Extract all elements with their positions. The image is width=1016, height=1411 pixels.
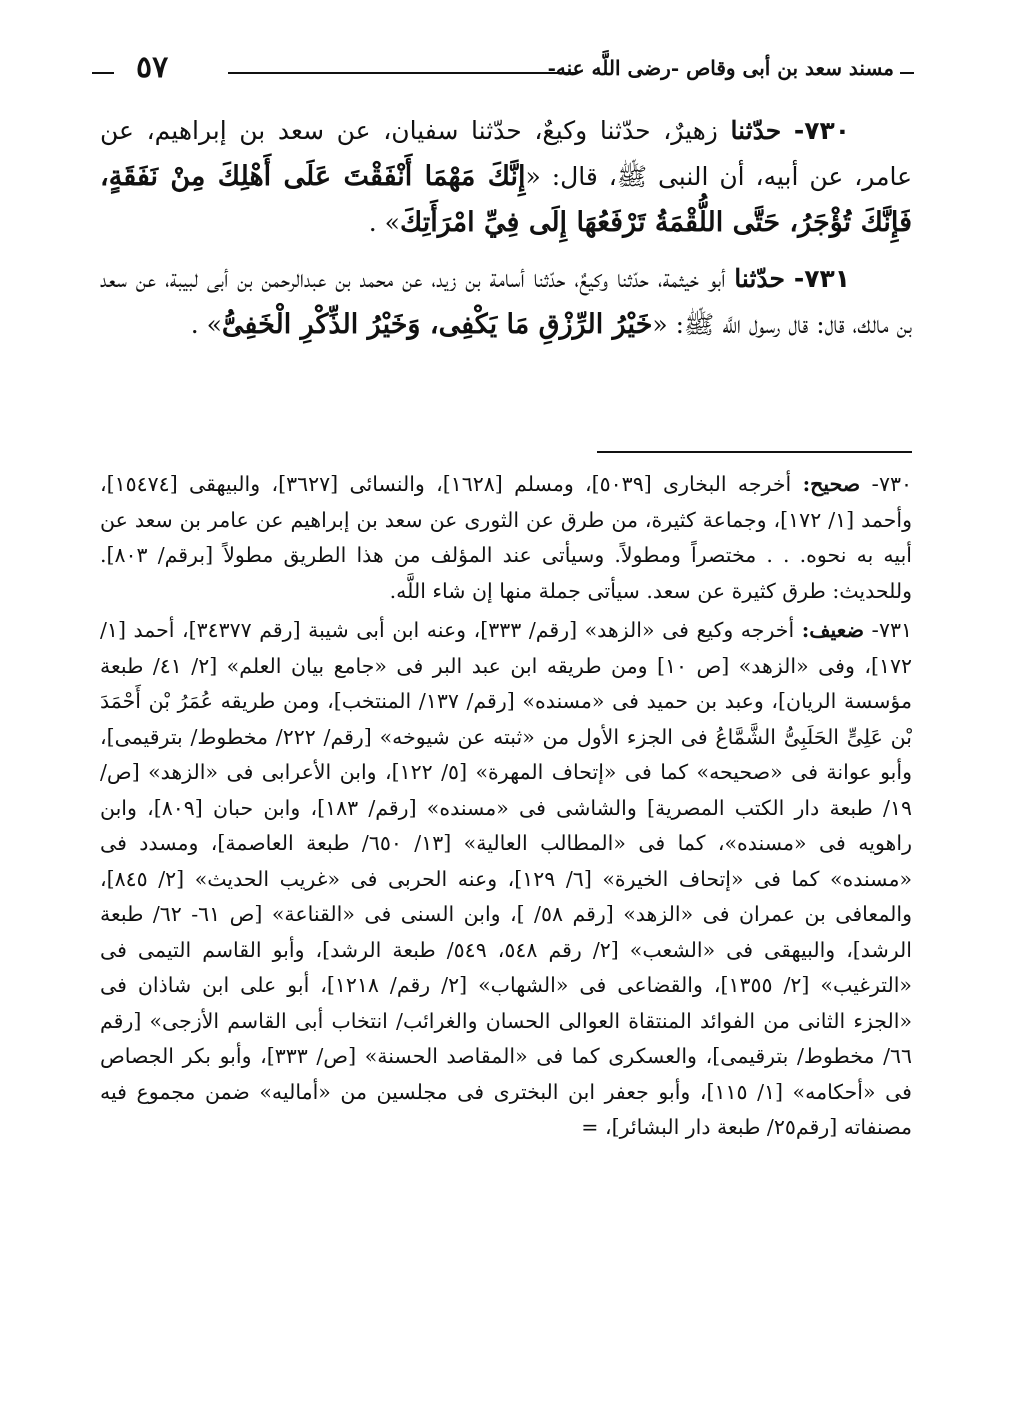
footnote-grade: صحيح: (802, 472, 861, 496)
footnote-text: أخرجه البخارى [٥٠٣٩]، ومسلم [١٦٢٨]، والنسائى [٣٦٢٧]، والبيهقى [١٥٤٧٤]، وأحمد [١/ ١٧٢]، وجماعة كثيرة، من طرق عن الثورى عن سعد بن إبراهيم عن عامر بن سعد عن أبيه به نحوه. . . مختصراً ومطولاً. وسيأتى عند المؤلف من هذا الطريق مطولاً [برقم/ ٨٠٣]. وللحديث: طرق كثيرة عن سعد. سيأتى جملة منها إن شاء اللَّه. (100, 472, 912, 603)
hadith-730 (100, 108, 912, 246)
hadith-731 (100, 256, 912, 348)
hadith-matn: خَيْرُ الرِّزْقِ مَا يَكْفِى، وَخَيْرُ الذِّكْرِ الْخَفِىُّ (221, 309, 653, 340)
running-header (92, 50, 914, 94)
hadith-narration: زهيرٌ، حدّثنا وكيعٌ، حدّثنا سفيان، عن سعد بن إبراهيم، عن عامر، عن أبيه، أن النبى ﷺ، قال: « (100, 116, 912, 191)
footnote-731 (100, 613, 912, 1146)
header-rule-right (900, 72, 914, 74)
hadith-narration: أبو خيثمة، حدّثنا وكيعٌ، حدّثنا أسامة بن زيد، عن محمد بن عبدالرحمن بن أبى لبيبة، عن سعد بن مالك، قال: قال رسول اللَّه ﷺ: « (100, 264, 912, 339)
footnote-text: أخرجه وكيع فى «الزهد» [رقم/ ٣٣٣]، وعنه ابن أبى شيبة [رقم ٣٤٣٧٧]، أحمد [١/ ١٧٢]، وفى «الزهد» [ص ١٠] ومن طريقه ابن عبد البر فى «جامع بيان العلم» [٢/ ٤١/ طبعة مؤسسة الريان]، وعبد بن حميد فى «مسنده» [رقم/ ١٣٧/ المنتخب]، ومن طريقه عُمَرُ بْن أَحْمَدَ بْن عَلِىٍّ الحَلَبِىُّ الشَّمَّاعُ فى الجزء الأول من «ثبته عن شيوخه» [رقم/ ٢٢٢/ مخطوط/ بترقيمى]، وأبو عوانة فى «صحيحه» كما فى «إتحاف المهرة» [٥/ ١٢٢]، وابن الأعرابى فى «الزهد» [ص/ ١٩/ طبعة دار الكتب المصرية] والشاشى فى «مسنده» [رقم/ ١٨٣]، وابن حبان [٨٠٩]، وابن راهويه فى «مسنده»، كما فى «المطالب العالية» [١٣/ ٦٥٠/ طبعة العاصمة]، ومسدد فى «مسنده» كما فى «إتحاف الخيرة» [٦/ ١٢٩]، وعنه الحربى فى «غريب الحديث» [٢/ ٨٤٥]، والمعافى بن عمران فى «الزهد» [رقم ٥٨/ ]، وابن السنى فى «القناعة» [ص ٦١- ٦٢/ طبعة الرشد]، والبيهقى فى «الشعب» [٢/ رقم ٥٤٨، ٥٤٩/ طبعة الرشد]، وأبو القاسم التيمى فى «الترغيب» [٢/ ١٣٥٥]، والقضاعى فى «الشهاب» [٢/ رقم/ ١٢١٨]، أبو على ابن شاذان فى «الجزء الثانى من الفوائد المنتقاة العوالى الحسان والغرائب/ انتخاب أبى القاسم الأزجى» [رقم ٦٦/ مخطوط/ بترقيمى]، والعسكرى كما فى «المقاصد الحسنة» [ص/ ٣٣٣]، وأبو بكر الجصاص فى «أحكامه» [١/ ١١٥]، وأبو جعفر ابن البخترى فى مجلسين من «أماليه» ضمن مجموع فيه مصنفاته [رقم٢٥/ طبعة دار البشائر]، = (100, 618, 913, 1139)
hadith-lead: حدّثنا (730, 116, 782, 145)
header-rule-left (92, 72, 114, 74)
hadith-matn: إِنَّكَ مَهْمَا أَنْفَقْتَ عَلَى أَهْلِكَ مِنْ نَفَقَةٍ، فَإِنَّكَ تُؤْجَرُ، حَتَّى اللُّقْمَةُ تَرْفَعُهَا إِلَى فِيِّ امْرَأَتِكَ (100, 161, 912, 238)
running-title: مسند سعد بن أبى وقاص -رضى اللَّه عنه- (547, 56, 894, 80)
hadith-tail: » . (190, 310, 222, 339)
footnotes (100, 467, 912, 1150)
hadith-lead: حدّثنا (734, 264, 785, 293)
footnote-number: ٧٣٠- (871, 472, 912, 496)
footnote-grade: ضعيف: (801, 618, 864, 642)
hadith-number: ٧٣١- (793, 264, 850, 293)
hadith-number: ٧٣٠- (793, 116, 851, 145)
page-number: ٥٧ (136, 50, 169, 85)
footnote-number: ٧٣١- (871, 618, 912, 642)
main-text (100, 108, 912, 358)
footnote-divider (597, 451, 912, 453)
hadith-tail: » . (368, 208, 400, 237)
footnote-730 (100, 467, 912, 609)
header-rule-middle (228, 72, 576, 74)
